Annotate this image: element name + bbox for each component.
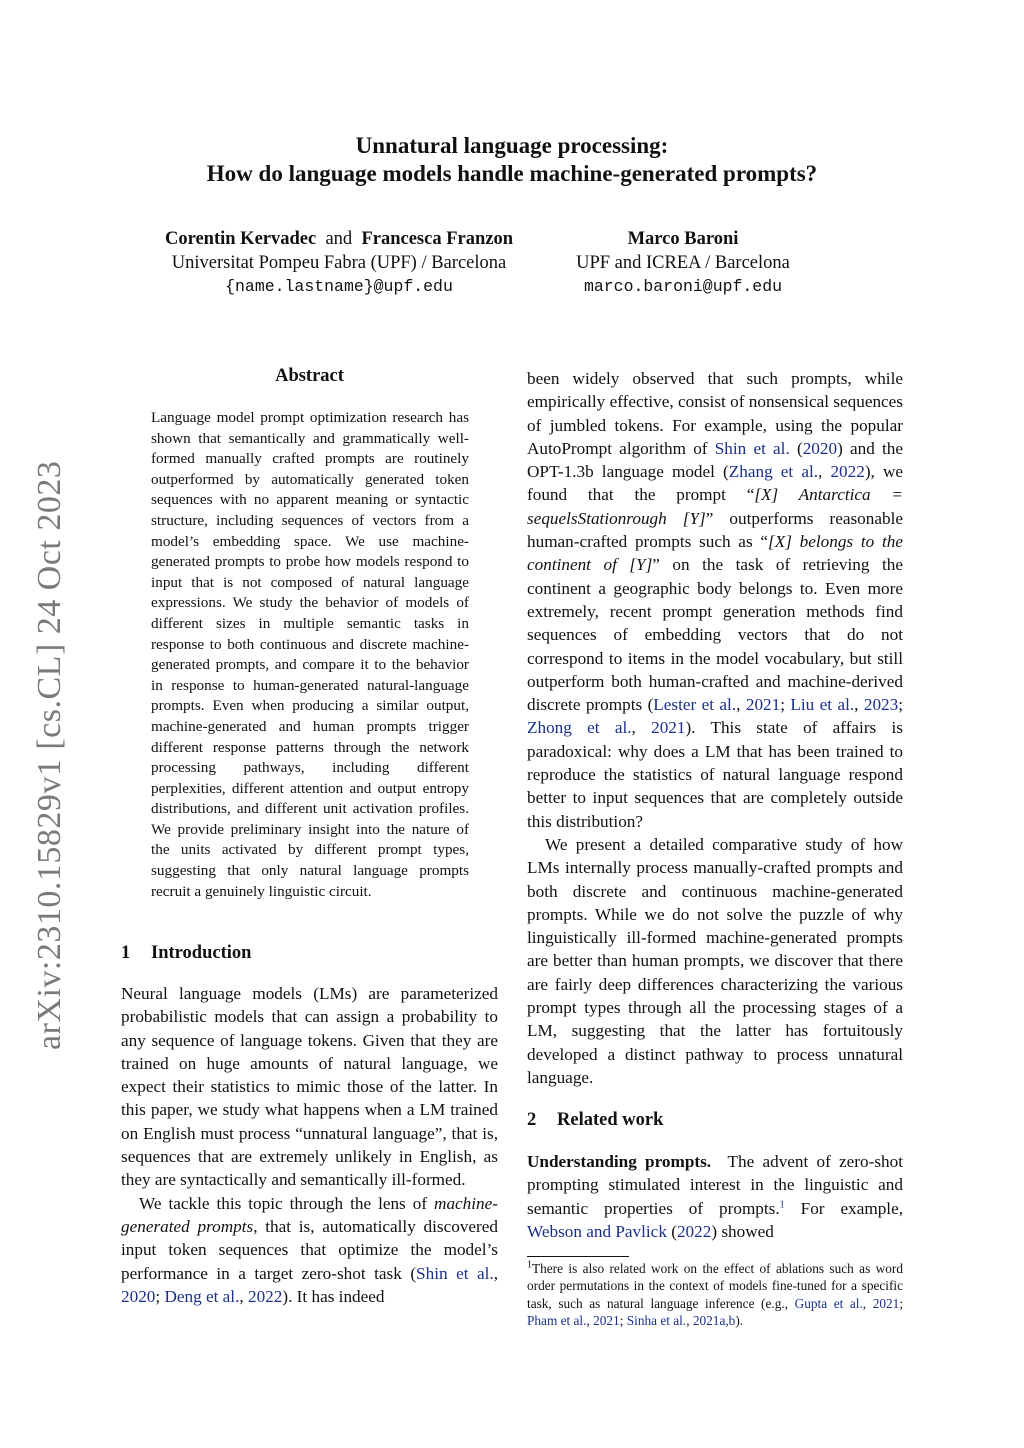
citation-link[interactable]: Deng et al. [164, 1286, 240, 1306]
section-2-heading [527, 1110, 663, 1131]
author-block-2 [556, 227, 810, 299]
citation-link[interactable]: Zhang et al. [728, 462, 819, 482]
author-email-2: marco.baroni@upf.edu [583, 277, 783, 296]
title-line-2: How do language models handle machine-generated prompts? [206, 161, 818, 186]
author-affiliation-2: UPF and ICREA / Barcelona [576, 253, 790, 273]
citation-link[interactable]: Liu et al. [790, 695, 855, 715]
citation-link[interactable]: 2020 [121, 1286, 156, 1306]
paragraph-heading: Understanding prompts. [527, 1152, 712, 1171]
citation-link[interactable]: 2022 [676, 1221, 712, 1241]
section-1-heading [121, 943, 251, 964]
author-name-kervadec: Corentin Kervadec [164, 229, 317, 249]
intro-emphasis: machine-generated prompts [121, 1193, 498, 1236]
footnote-1: $^1$There is also related work on the effect of ablations such as word order permutations in the context of models fine-tuned for a specific task, such as natural language inference (e.g., Gupta et al., 2021; Pham et al., 2021; Sinha et al., 2021a,b). [527, 1259, 904, 1329]
paper-title [0, 132, 1024, 188]
section-1-title: Introduction [151, 943, 252, 963]
related-paragraph-1: Understanding prompts. The advent of zero-shot prompting stimulated interest in the linguistic and semantic properties of prompts.$^1$ For example, Webson and Pavlick (2022) showed [527, 1152, 903, 1241]
citation-link[interactable]: Sinha et al. [626, 1313, 687, 1329]
author-and: and [325, 229, 353, 249]
author-name-franzon: Francesca Franzon [361, 229, 513, 249]
section-2-title: Related work [557, 1110, 664, 1130]
citation-link[interactable]: Webson and Pavlick [527, 1221, 667, 1241]
abstract-heading: Abstract [275, 366, 344, 386]
citation-link[interactable]: 2022 [830, 462, 865, 482]
intro-paragraph-2: We tackle this topic through the lens of machine-generated prompts, that is, automatically discovered input token sequences that optimize the model’s performance in a target zero-shot task (Shin et al., 2020; Deng et al., 2022). It has indeed [121, 1193, 498, 1306]
citation-link[interactable]: 2021 [593, 1313, 620, 1329]
author-email-1: {name.lastname}@upf.edu [225, 277, 453, 296]
citation-link[interactable]: 2020 [802, 438, 838, 458]
abstract-text: Language model prompt optimization research has shown that semantically and grammatically well-formed manually crafted prompts are routinely outperformed by automatically generated token sequences with no apparent meaning or syntactic structure, including sequences of vectors from a model’s embedding space. We use machine-generated prompts to probe how models respond to input that is not composed of natural language expressions. We study the behavior of models of different sizes in multiple semantic tasks in response to both continuous and discrete machine-generated prompts, and compare it to the behavior in response to human-generated natural-language prompts. Even when producing a similar output, machine-generated and human prompts trigger different response patterns through the network processing pathways, including different perplexities, different attention and output entropy distributions, and different unit activation profiles. We provide preliminary insight into the nature of the units activated by different prompt types, suggesting that only natural language prompts recruit a genuinely linguistic circuit. [151, 409, 469, 900]
footnote-number: 1 [527, 1259, 532, 1271]
citation-link[interactable]: Lester et al. [653, 695, 737, 715]
right-column-body [527, 367, 903, 1089]
arxiv-stamp: arXiv:2310.15829v1 [cs.CL] 24 Oct 2023 [31, 460, 68, 1050]
author-affiliation-1: Universitat Pompeu Fabra (UPF) / Barcelona [171, 253, 507, 273]
author-block-1 [120, 227, 558, 299]
citation-link[interactable]: Gupta et al. [794, 1295, 863, 1311]
citation-link[interactable]: Zhong et al. [527, 718, 632, 738]
footnote-divider [527, 1256, 629, 1257]
right-paragraph-2: We present a detailed comparative study of how LMs internally process manually-crafted prompts and both discrete and continuous machine-generated prompts. While we do not solve the puzzle of why linguistically ill-formed machine-generated prompts are better than human prompts, we discover that there are fairly deep differences characterizing the various prompt types through all the processing stages of a LM, suggesting that the latter has fortuitously developed a distinct pathway to process unnatural language. [527, 834, 903, 1087]
section-1-number: 1 [121, 943, 131, 963]
citation-link[interactable]: 2021 [872, 1295, 900, 1311]
citation-link[interactable]: 2022 [247, 1286, 283, 1306]
title-line-1: Unnatural language processing: [355, 133, 669, 158]
citation-link[interactable]: Shin et al. [416, 1263, 494, 1283]
example-prompt-machine: [X] Antarctica = sequelsStationrough [Y] [527, 485, 903, 528]
citation-link[interactable]: 2021a,b [692, 1313, 736, 1329]
example-prompt-human: [X] belongs to the continent of [Y] [527, 532, 903, 575]
citation-link[interactable]: Shin et al. [714, 438, 790, 458]
footnote-marker[interactable]: 1 [779, 1198, 785, 1210]
citation-link[interactable]: 2023 [863, 695, 899, 715]
intro-paragraph-1: Neural language models (LMs) are parameterized probabilistic models that can assign a probability to any sequence of language tokens. Given that they are trained on huge amounts of natural language, we expect their statistics to mimic those of the latter. In this paper, we study what happens when a LM trained on English must process “unnatural language”, that is, sequences that are extremely unlikely in English, as they are syntactically and semantically ill-formed. [121, 984, 498, 1190]
citation-link[interactable]: 2021 [745, 695, 781, 715]
section-2-number: 2 [527, 1110, 537, 1130]
related-work-body [527, 1150, 903, 1243]
author-name-baroni: Marco Baroni [627, 229, 739, 249]
citation-link[interactable]: Pham et al. [527, 1313, 587, 1329]
citation-link[interactable]: 2021 [651, 718, 686, 738]
right-paragraph-1: been widely observed that such prompts, while empirically effective, consist of nonsensical sequences of jumbled tokens. For example, using the popular AutoPrompt algorithm of Shin et al. (2020) and the OPT-1.3b language model (Zhang et al., 2022), we found that the prompt “[X] Antarctica = sequelsStationrough [Y]” outperforms reasonable human-crafted prompts such as “[X] belongs to the continent of [Y]” on the task of retrieving the continent a geographic body belongs to. Even more extremely, recent prompt generation methods find sequences of embedding vectors that do not correspond to items in the model vocabulary, but still outperform both human-crafted and machine-derived discrete prompts (Lester et al., 2021; Liu et al., 2023; Zhong et al., 2021). This state of affairs is paradoxical: why does a LM that has been trained to reproduce the statistics of natural language respond better to input sequences that are completely outside this distribution? [527, 369, 904, 831]
introduction-body [121, 982, 498, 1308]
